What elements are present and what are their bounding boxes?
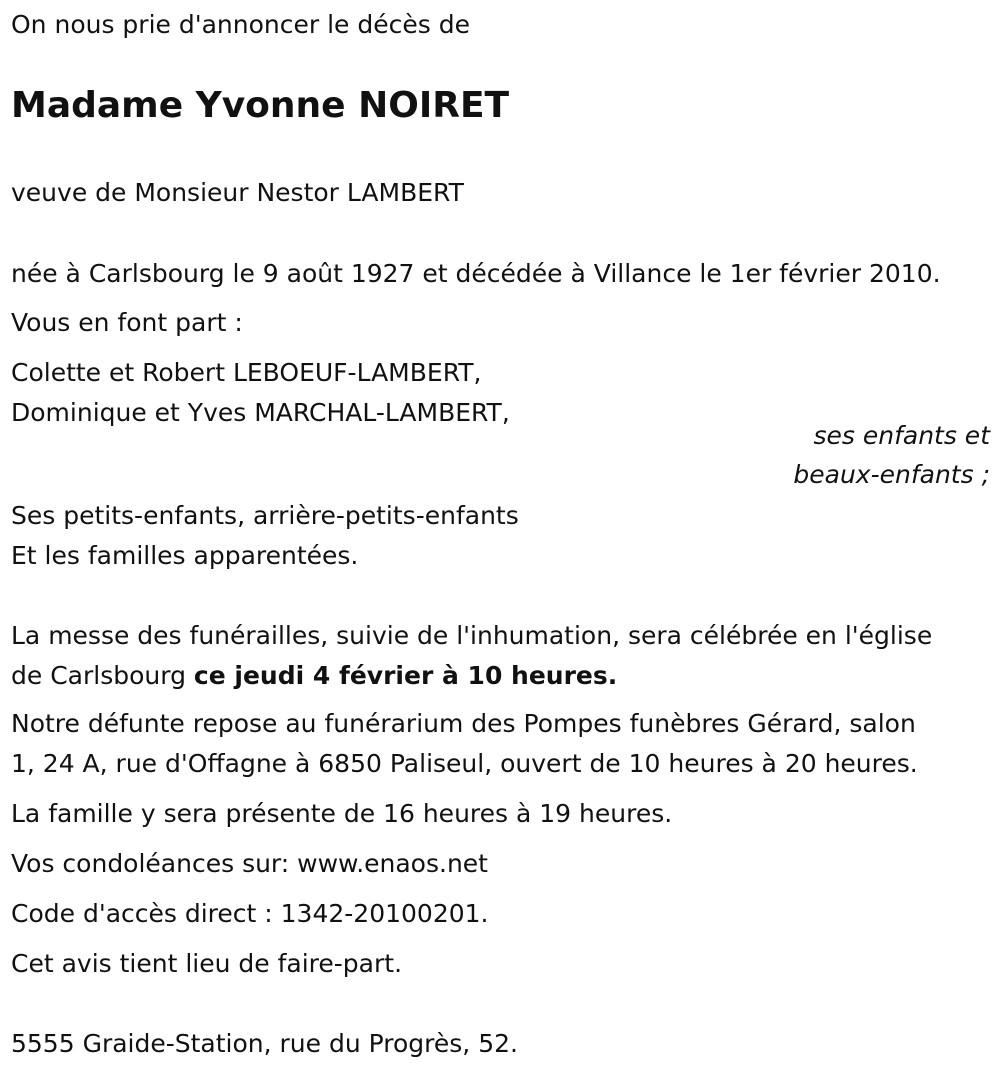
funeral-text-2-prefix: de Carlsbourg	[11, 661, 194, 690]
family-member-2: Dominique et Yves MARCHAL-LAMBERT,	[11, 398, 510, 427]
family-presence-text: La famille y sera présente de 16 heures à 19 heures.	[11, 799, 673, 828]
children-label-2: beaux-enfants ;	[793, 460, 990, 489]
children-label-1: ses enfants et	[813, 421, 990, 450]
birth-death-text: née à Carlsbourg le 9 août 1927 et décédée à Villance le 1er février 2010.	[11, 259, 941, 288]
widow-text: veuve de Monsieur Nestor LAMBERT	[11, 178, 464, 207]
condolences-text: Vos condoléances sur: www.enaos.net	[11, 849, 488, 878]
extended-family-2: Et les familles apparentées.	[11, 541, 359, 570]
share-intro-text: Vous en font part :	[11, 308, 243, 337]
funeral-text-1: La messe des funérailles, suivie de l'inhumation, sera célébrée en l'église	[11, 621, 933, 650]
funeral-text-2	[11, 661, 617, 691]
intro-text: On nous prie d'annoncer le décès de	[11, 10, 470, 39]
rest-text-1: Notre défunte repose au funérarium des Pompes funèbres Gérard, salon	[11, 709, 916, 738]
address-text: 5555 Graide-Station, rue du Progrès, 52.	[11, 1029, 518, 1058]
rest-text-2: 1, 24 A, rue d'Offagne à 6850 Paliseul, ouvert de 10 heures à 20 heures.	[11, 749, 918, 778]
faire-part-text: Cet avis tient lieu de faire-part.	[11, 949, 403, 978]
deceased-name: Madame Yvonne NOIRET	[11, 85, 510, 126]
access-code-text: Code d'accès direct : 1342-20100201.	[11, 899, 489, 928]
family-member-1: Colette et Robert LEBOEUF-LAMBERT,	[11, 358, 482, 387]
funeral-date-time: ce jeudi 4 février à 10 heures.	[193, 661, 618, 690]
extended-family-1: Ses petits-enfants, arrière-petits-enfants	[11, 501, 519, 530]
